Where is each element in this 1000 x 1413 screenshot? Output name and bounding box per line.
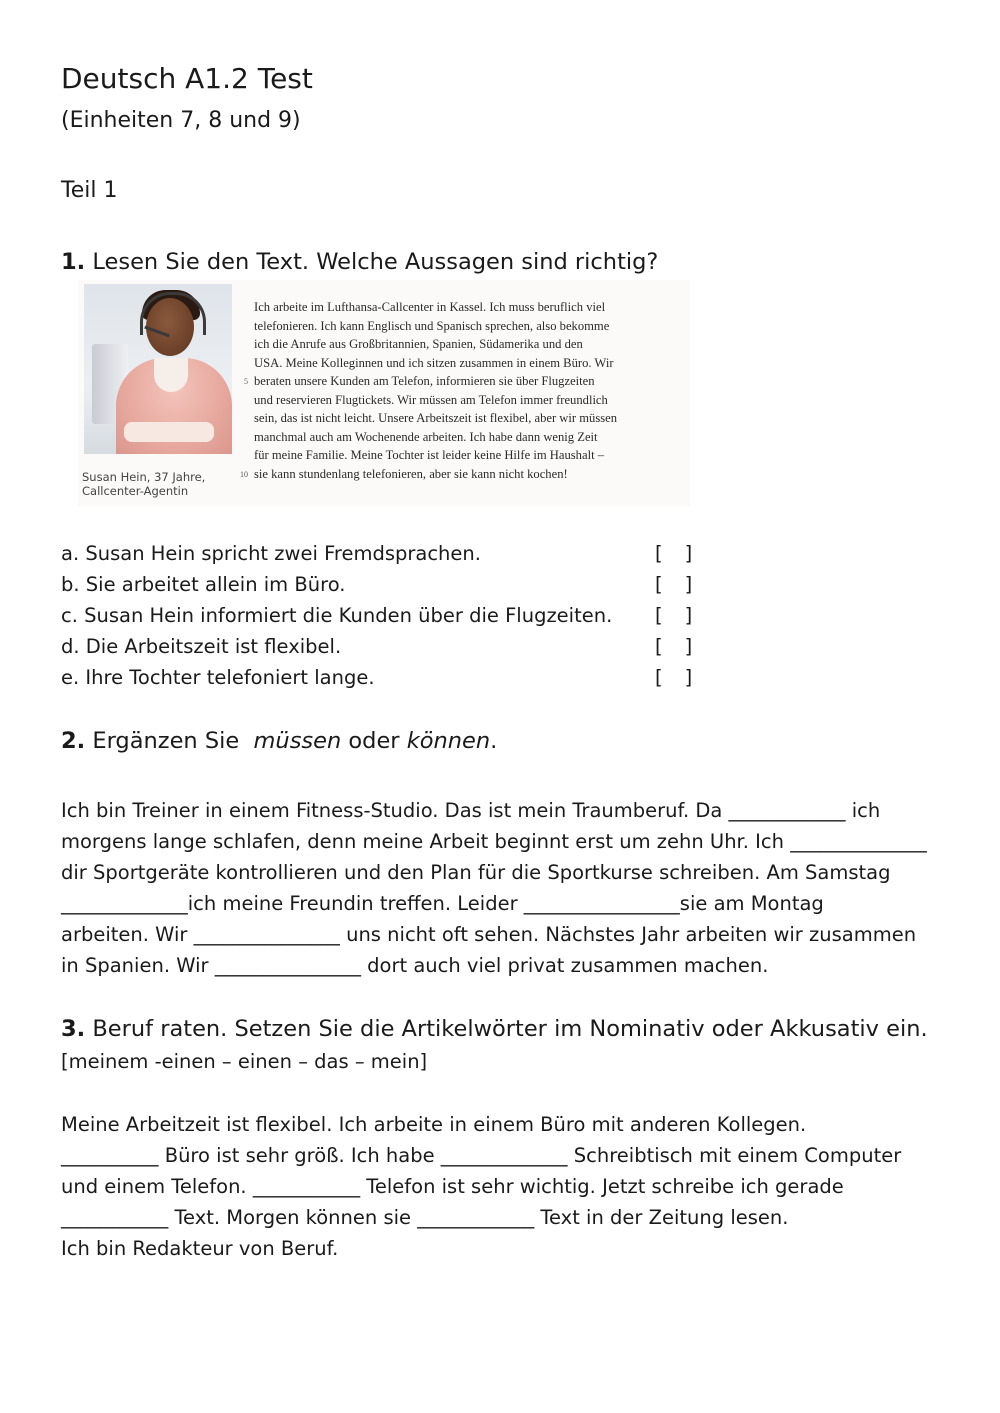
- statement-a: a. Susan Hein spricht zwei Fremdsprachen.: [61, 542, 481, 565]
- period: .: [490, 728, 498, 754]
- part-label: Teil 1: [61, 178, 118, 203]
- q2-text-line: dir Sportgeräte kontrollieren und den Plan für die Sportkurse schreiben. Am Samstag: [61, 861, 891, 884]
- word-bank: [meinem -einen – einen – das – mein]: [61, 1050, 428, 1073]
- q2-text-line: morgens lange schlafen, denn meine Arbeit beginnt erst um zehn Uhr. Ich ______________: [61, 830, 927, 853]
- reading-line: USA. Meine Kolleginnen und ich sitzen zusammen in einem Büro. Wir: [254, 355, 614, 370]
- question-2-instruction: Ergänzen Sie: [92, 728, 240, 754]
- question-3-number: 3.: [61, 1016, 86, 1042]
- line-number: 5: [244, 377, 248, 386]
- question-1-instruction: Lesen Sie den Text. Welche Aussagen sind richtig?: [92, 249, 659, 275]
- q3-text-line: Ich bin Redakteur von Beruf.: [61, 1237, 339, 1260]
- statement-b: b. Sie arbeitet allein im Büro.: [61, 573, 346, 596]
- reading-line: für meine Familie. Meine Tochter ist leider keine Hilfe im Haushalt –: [254, 448, 605, 462]
- reading-line: Ich arbeite im Lufthansa-Callcenter in Kassel. Ich muss beruflich viel: [254, 300, 606, 314]
- q2-text-line: in Spanien. Wir _______________ dort auch viel privat zusammen machen.: [61, 954, 769, 977]
- answer-checkbox-e[interactable]: [ ]: [655, 666, 693, 689]
- reading-line-text: sie kann stundenlang telefonieren, aber sie kann nicht kochen!: [254, 466, 568, 481]
- q2-text-line: arbeiten. Wir _______________ uns nicht oft sehen. Nächstes Jahr arbeiten wir zusammen: [61, 923, 917, 946]
- question-1-heading: [61, 249, 658, 275]
- reading-line: und reservieren Flugtickets. Wir müssen am Telefon immer freundlich: [254, 392, 608, 407]
- page-subtitle: (Einheiten 7, 8 und 9): [61, 108, 301, 133]
- photo-caption: [82, 470, 205, 498]
- reading-line: sein, das ist nicht leicht. Unsere Arbeitszeit ist flexibel, aber wir müssen: [254, 411, 618, 425]
- question-3-instruction: Beruf raten. Setzen Sie die Artikelwörter im Nominativ oder Akkusativ ein.: [92, 1016, 928, 1042]
- reading-line-text: beraten unsere Kunden am Telefon, informieren sie über Flugzeiten: [254, 374, 595, 388]
- callcenter-agent-photo: [84, 284, 232, 454]
- q3-text-line: ___________ Text. Morgen können sie ____________ Text in der Zeitung lesen.: [61, 1206, 789, 1229]
- word-koennen: können: [406, 728, 491, 754]
- question-2-heading: [61, 728, 497, 754]
- caption-job: Callcenter-Agentin: [82, 484, 189, 498]
- reading-text: [240, 298, 618, 483]
- reading-line: ich die Anrufe aus Großbritannien, Spanien, Südamerika und den: [254, 337, 583, 351]
- question-2-number: 2.: [61, 728, 86, 754]
- statement-d: d. Die Arbeitszeit ist flexibel.: [61, 635, 342, 658]
- reading-excerpt: [78, 280, 690, 506]
- statement-c: c. Susan Hein informiert die Kunden über die Flugzeiten.: [61, 604, 613, 627]
- reading-line: manchmal auch am Wochenende arbeiten. Ich habe dann wenig Zeit: [254, 429, 598, 444]
- word-muessen: müssen: [253, 728, 342, 754]
- word-oder: oder: [348, 728, 400, 754]
- answer-checkbox-c[interactable]: [ ]: [655, 604, 693, 627]
- answer-checkbox-a[interactable]: [ ]: [655, 542, 693, 565]
- caption-name: Susan Hein, 37 Jahre,: [82, 470, 206, 484]
- q2-text-line: _____________ich meine Freundin treffen. Leider ________________sie am Montag: [61, 892, 824, 915]
- q3-text-line: __________ Büro ist sehr größ. Ich habe _____________ Schreibtisch mit einem Computer: [61, 1144, 902, 1167]
- answer-checkbox-d[interactable]: [ ]: [655, 635, 693, 658]
- q3-text-line: Meine Arbeitzeit ist flexibel. Ich arbeite in einem Büro mit anderen Kollegen.: [61, 1113, 807, 1136]
- reading-line-5: [244, 372, 617, 391]
- answer-checkbox-b[interactable]: [ ]: [655, 573, 693, 596]
- statement-e: e. Ihre Tochter telefoniert lange.: [61, 666, 375, 689]
- page-title: Deutsch A1.2 Test: [61, 62, 313, 95]
- q3-text-line: und einem Telefon. ___________ Telefon ist sehr wichtig. Jetzt schreibe ich gerade: [61, 1175, 844, 1198]
- question-3-heading: [61, 1016, 928, 1042]
- reading-line: telefonieren. Ich kann Englisch und Spanisch sprechen, also bekomme: [254, 318, 610, 333]
- line-number: 10: [240, 469, 248, 479]
- question-1-number: 1.: [61, 249, 86, 275]
- reading-line-10: [240, 465, 617, 484]
- q2-text-line: Ich bin Treiner in einem Fitness-Studio. Das ist mein Traumberuf. Da ____________ ich: [61, 799, 881, 822]
